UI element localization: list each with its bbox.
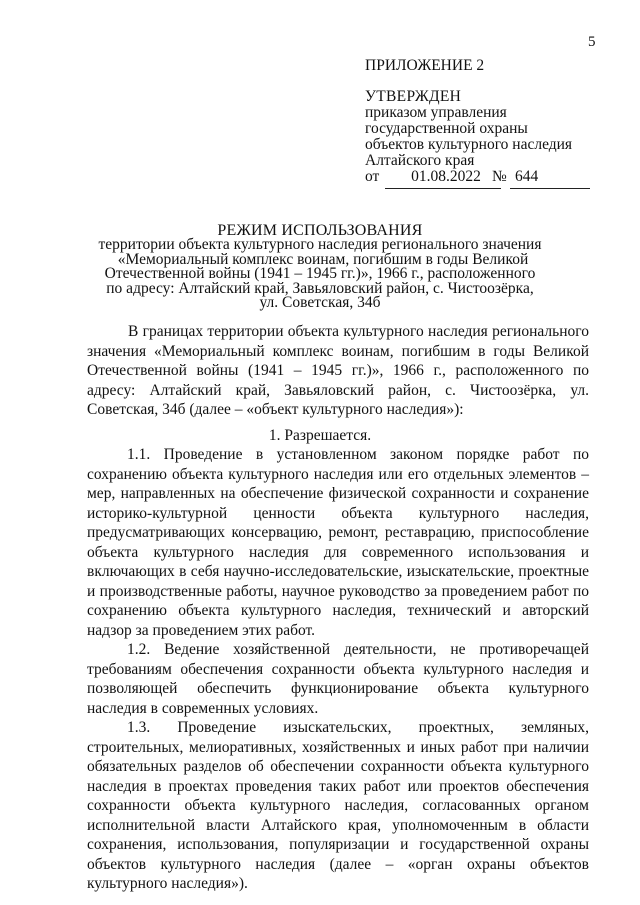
list-item: 1.2. Ведение хозяйственной деятельности, не противоречащей требованиям обеспечения сохранности объекта культурного наследия и позволяющей обеспечить функционирование объекта культурного наследия в современных условиях. (87, 641, 589, 717)
order-line: объектов культурного наследия (365, 136, 573, 153)
order-date: 01.08.2022 (411, 168, 481, 185)
intro-section (87, 322, 589, 420)
order-line: Алтайского края (365, 152, 475, 169)
from-label: от (365, 168, 380, 185)
date-underline (385, 188, 501, 189)
order-line: приказом управления (365, 104, 507, 121)
order-number: 644 (515, 168, 539, 185)
items-list (87, 445, 589, 894)
list-item: 1.1. Проведение в установленном законом порядке работ по сохранению объекта культурного наследия или его отдельных элементов – мер, направленных на обеспечение физической сохранности и сохранение историко-культурной ценности объекта культурного наследия, предусматривающих консервацию, ремонт, реставрацию, приспособление объекта культурного наследия для современного использования и включающих в себя научно-исследовательские, изыскательские, проектные и производственные работы, научное руководство за проведением работ по сохранению объекта культурного наследия, технический и авторский надзор за проведением этих работ. (87, 446, 589, 639)
order-line: государственной охраны (365, 120, 528, 137)
number-label: № (492, 168, 507, 185)
title-main: РЕЖИМ ИСПОЛЬЗОВАНИЯ (217, 222, 423, 239)
approval-block (365, 58, 572, 191)
intro-paragraph: В границах территории объекта культурного наследия регионального значения «Мемориальный комплекс воинам, погибшим в годы Великой Отечественной войны (1941 – 1945 гг.)», 1966 г., расположенного по адресу: Алтайский край, Завьяловский район, с. Чистоозёрка, ул. Советская, 34б (далее – «объект культурного наследия»): (87, 323, 589, 418)
title-line: территории объекта культурного наследия регионального значения (98, 236, 542, 254)
approved-label: УТВЕРЖДЕН (365, 88, 462, 105)
appendix-label: ПРИЛОЖЕНИЕ 2 (365, 57, 485, 74)
page-number: 5 (588, 34, 596, 50)
title-line: Отечественной войны (1941 – 1945 гг.)», 1966 г., расположенного (104, 265, 536, 283)
number-underline (510, 188, 590, 189)
list-item: 1.3. Проведение изыскательских, проектных, земляных, строительных, мелиоративных, хозяйственных и иных работ при наличии обязательных разделов об обеспечении сохранности объекта культурного наследия в проектах проведения таких работ или проектов обеспечения сохранности объекта культурного наследия, согласованных органом исполнительной власти Алтайского края, уполномоченным в области сохранения, использования, популяризации и государственной охраны объектов культурного наследия (далее – «орган охраны объектов культурного наследия»). (87, 719, 589, 892)
title-line: по адресу: Алтайский край, Завьяловский район, с. Чистоозёрка, (106, 279, 534, 297)
order-date-row (365, 169, 572, 191)
document-title (0, 224, 640, 310)
title-line: ул. Советская, 34б (259, 294, 381, 312)
section-heading: 1. Разрешается. (268, 427, 372, 444)
title-line: «Мемориальный комплекс воинам, погибшим в годы Великой (117, 250, 529, 268)
